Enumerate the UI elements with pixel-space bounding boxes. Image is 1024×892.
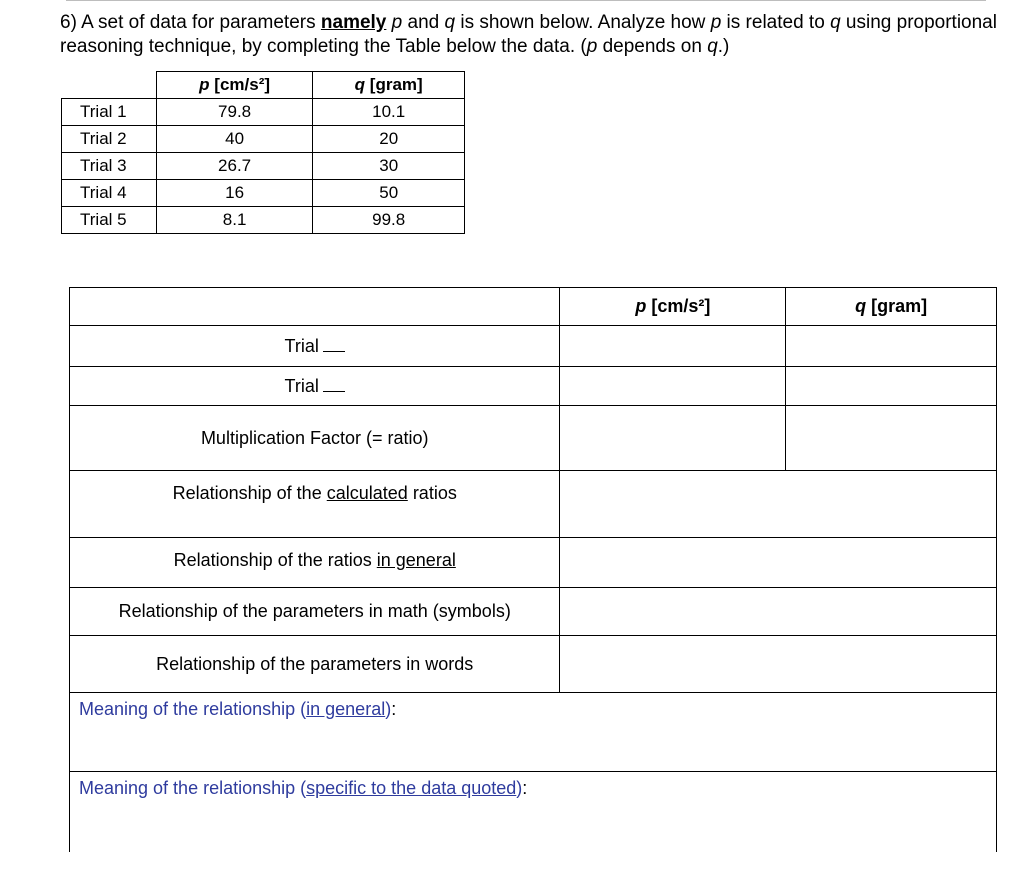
calculated-ratios-row — [70, 471, 997, 538]
multiplication-factor-label: Multiplication Factor (= ratio) — [70, 406, 560, 471]
trial-row-1 — [70, 326, 997, 367]
calculated-ratios-input[interactable] — [560, 471, 997, 538]
data-table-corner — [62, 72, 157, 99]
data-table — [61, 71, 465, 234]
params-words-input[interactable] — [560, 636, 997, 693]
meaning-specific-field[interactable]: Meaning of the relationship (specific to the data quoted): — [70, 772, 997, 852]
factor-p-input[interactable] — [560, 406, 786, 471]
trial-2-q-input[interactable] — [786, 367, 997, 406]
ratios-general-label: Relationship of the ratios in general — [70, 538, 560, 588]
data-header-p: p [cm/s²] — [156, 72, 313, 99]
analysis-header-p: p [cm/s²] — [560, 288, 786, 326]
keyword-namely: namely — [320, 12, 387, 33]
ratios-general-input[interactable] — [560, 538, 997, 588]
data-table-header-row — [62, 72, 465, 99]
factor-q-input[interactable] — [786, 406, 997, 471]
params-math-label: Relationship of the parameters in math (symbols) — [70, 588, 560, 636]
analysis-header-q: q [gram] — [786, 288, 997, 326]
params-words-label: Relationship of the parameters in words — [70, 636, 560, 693]
data-header-q: q [gram] — [313, 72, 465, 99]
calculated-ratios-label: Relationship of the calculated ratios — [70, 471, 560, 538]
table-row: Trial 2 40 20 — [62, 126, 465, 153]
question-number: 6) — [60, 12, 77, 33]
factor-row — [70, 406, 997, 471]
trial-1-p-input[interactable] — [560, 326, 786, 367]
analysis-corner-cell — [70, 288, 560, 326]
table-row: Trial 3 26.7 30 — [62, 153, 465, 180]
trial-1-q-input[interactable] — [786, 326, 997, 367]
analysis-header-row — [70, 288, 997, 326]
top-rule — [66, 0, 986, 1]
meaning-general-field[interactable]: Meaning of the relationship (in general): — [70, 693, 997, 772]
table-row: Trial 4 16 50 — [62, 180, 465, 207]
params-words-row — [70, 636, 997, 693]
trial-label-1: Trial — [70, 326, 560, 367]
meaning-general-row — [70, 693, 997, 772]
meaning-specific-row — [70, 772, 997, 852]
params-math-input[interactable] — [560, 588, 997, 636]
trial-2-p-input[interactable] — [560, 367, 786, 406]
ratios-general-row — [70, 538, 997, 588]
params-math-row — [70, 588, 997, 636]
table-row: Trial 1 79.8 10.1 — [62, 99, 465, 126]
table-row: Trial 5 8.1 99.8 — [62, 207, 465, 234]
trial-row-2 — [70, 367, 997, 406]
analysis-table — [69, 287, 997, 852]
question-text: 6) A set of data for parameters namely p and q is shown below. Analyze how p is related to q using proportional reasoning technique, by completing the Table below the data. (p depends on q.) — [60, 12, 997, 57]
trial-label-2: Trial — [70, 367, 560, 406]
